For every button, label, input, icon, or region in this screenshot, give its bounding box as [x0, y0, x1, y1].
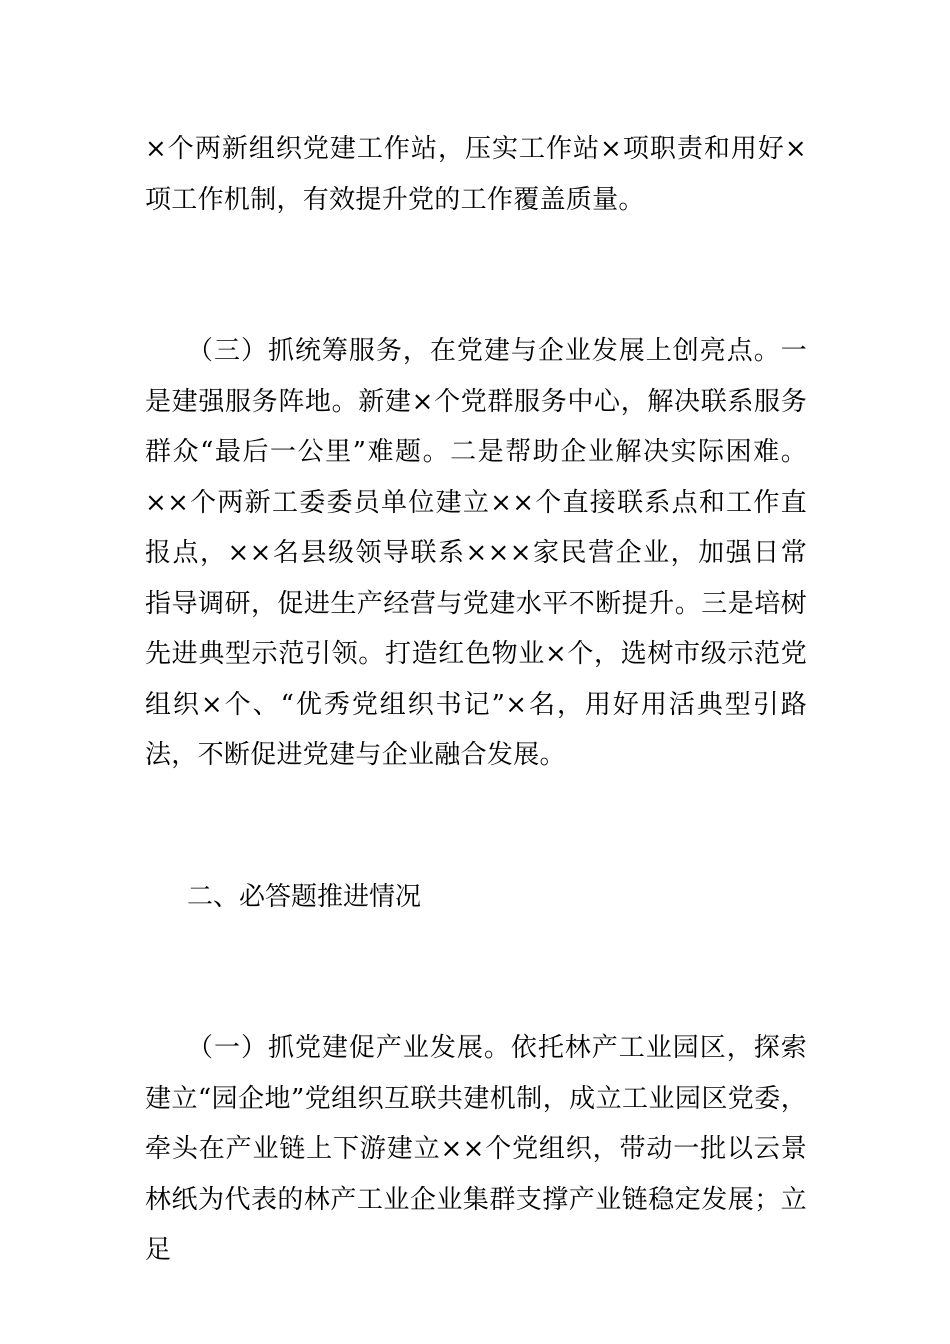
paragraph-continuation: ×个两新组织党建工作站，压实工作站×项职责和用好×项工作机制，有效提升党的工作覆盖质量。 [145, 134, 807, 215]
paragraph-section-three: （三）抓统筹服务，在党建与企业发展上创亮点。一是建强服务阵地。新建×个党群服务中心，解决联系服务群众“最后一公里”难题。二是帮助企业解决实际困难。××个两新工委委员单位建立××个直接联系点和工作直报点，××名县级领导联系×××家民营企业，加强日常指导调研，促进生产经营与党建水平不断提升。三是培树先进典型示范引领。打造红色物业×个，选树市级示范党组织×个、“优秀党组织书记”×名，用好用活典型引路法，不断促进党建与企业融合发展。 [145, 336, 807, 770]
section-heading: 二、必答题推进情况 [187, 882, 422, 912]
paragraph-section-one: （一）抓党建促产业发展。依托林产工业园区，探索建立“园企地”党组织互联共建机制，成立工业园区党委，牵头在产业链上下游建立××个党组织，带动一批以云景林纸为代表的林产工业企业集群支撑产业链稳定发展；立足 [145, 1033, 807, 1265]
